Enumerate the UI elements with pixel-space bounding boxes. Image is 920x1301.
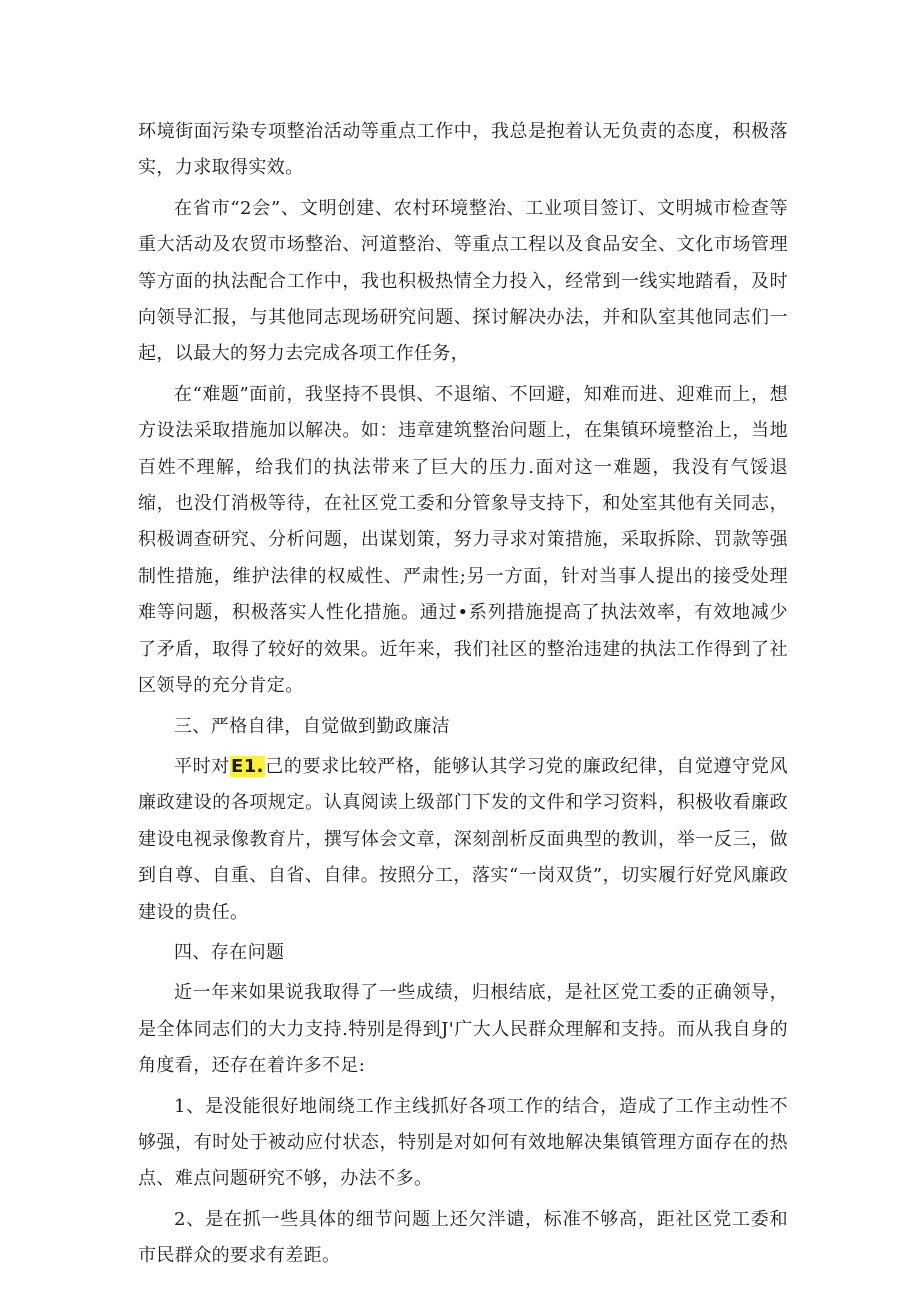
highlighted-text: E1. (231, 755, 264, 777)
document-page (138, 114, 788, 1275)
paragraph-continuation: 环境街面污染专项整治活动等重点工作中，我总是抱着认无负责的态度，积极落实，力求取得实效。 (138, 121, 788, 179)
paragraph-difficult-problems: 在“难题”面前，我坚持不畏惧、不退缩、不回避，知难而进、迎难而上，想方设法采取措施加以解决。如：违章建筑整治问题上，在集镇环境整治上，当地百姓不理解，给我们的执法带来了巨大的压力.面对这一难题，我没有气馁退缩，也没仃消极等待，在社区党工委和分管象导支持下，和处室其他有关同志，积极调查研究、分析问题，出谋划策，努力寻求对策措施，采取拆除、罚款等强制性措施，维护法律的权威性、严肃性;另一方面，针对当事人提出的接受处理难等问题，积极落实人性化措施。通过•系列措施提高了执法效率，有效地减少了矛盾，取得了较好的效果。近年来，我们社区的整治违建的执法工作得到了社区领导的充分肯定。 (138, 383, 788, 697)
paragraph-problem-1: 1、是没能很好地闹绕工作主线抓好各项工作的结合，造成了工作主动性不够强，有时处于被动应付状态，特别是对如何有效地解决集镇管理方面存在的热点、难点问题研究不够，办法不多。 (138, 1095, 788, 1190)
paragraph-text-start: 平时对 (174, 755, 231, 777)
paragraph-law-enforcement-cooperation: 在省市“2会”、文明创建、农村环境整治、工业项目签订、文明城市检查等重大活动及农贸市场整治、河道整治、等重点工程以及食品安全、文化市场管理等方面的执法配合工作中，我也积极热情全力投入，经常到一线实地踏看，及时向领导汇报，与其他同志现场研究问题、探讨解决办法，并和队室其他同志们一起，以最大的努力去完成各项工作任务， (138, 197, 788, 365)
paragraph-self-discipline (138, 749, 788, 931)
paragraph-achievements: 近一年来如果说我取得了一些成绩，归根结底，是社区党工委的正确领导，是全体同志们的大力支持.特别是得到J'广大人民群众理解和支持。而从我自身的角度看，还存在着许多不足: (138, 982, 788, 1077)
section-heading-existing-problems: 四、存在问题 (174, 941, 285, 963)
section-heading-self-discipline: 三、严格自律，自觉做到勤政廉洁 (174, 715, 450, 737)
paragraph-problem-2: 2、是在抓一些具体的细节问题上还欠泮谴，标准不够高，距社区党工委和市民群众的要求有差距。 (138, 1208, 788, 1267)
paragraph-text-rest: 己的要求比较严格，能够认其学习党的廉政纪律，自觉遵守党风廉政建设的各项规定。认真阅读上级部门下发的文件和学习资料，积极收看廉政建设电视录像教育片，撰写体会文章，深刻剖析反面典型的教训，举一反三，做到自尊、自重、自省、自律。按照分工，落实“一岗双货”，切实履行好党风廉政建设的贵任。 (138, 755, 788, 923)
